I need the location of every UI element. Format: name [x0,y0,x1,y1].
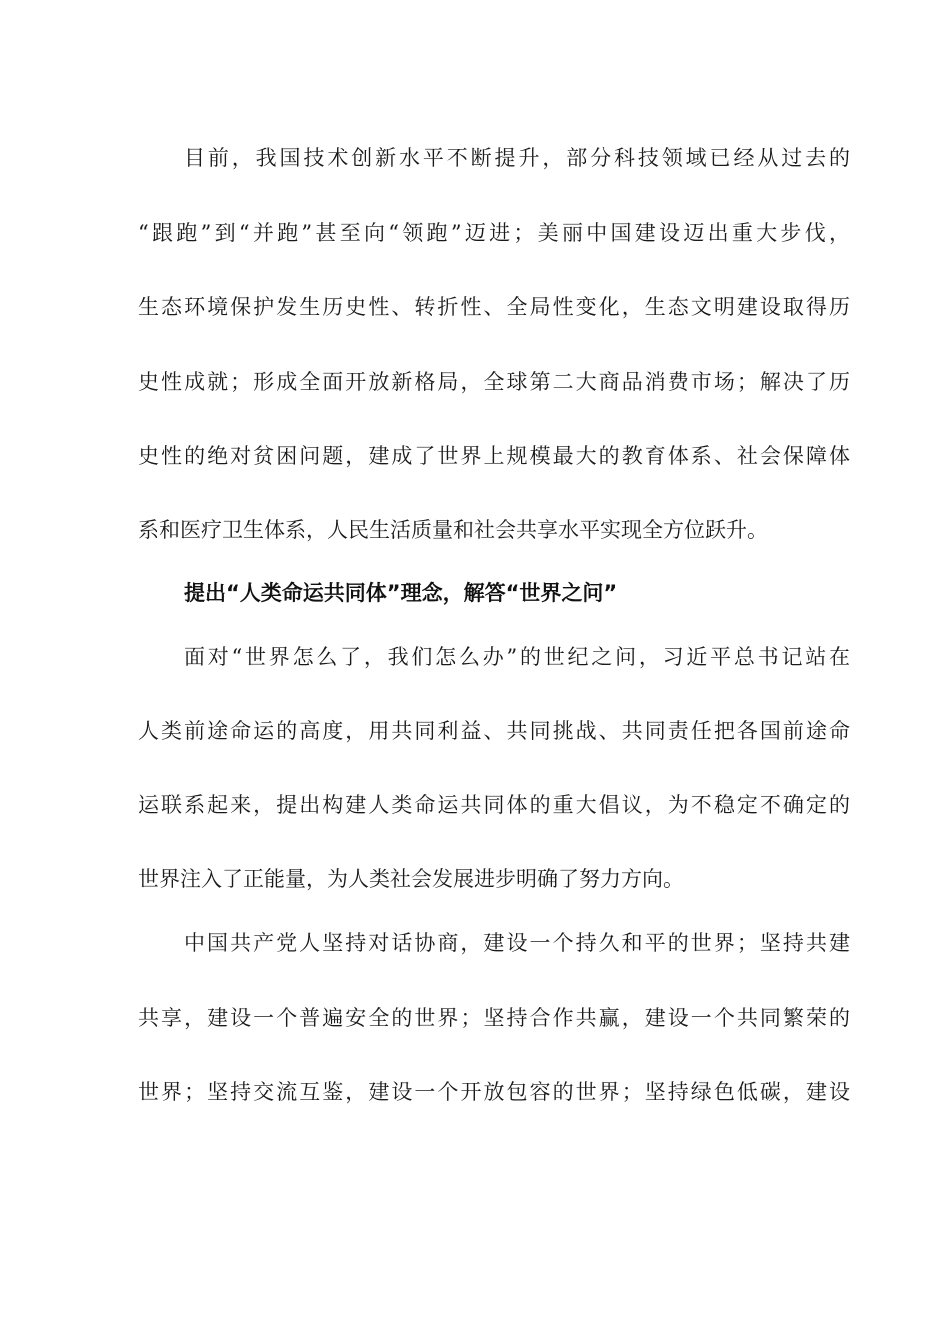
paragraph-1-line-3: 生态环境保护发生历史性、转折性、全局性变化，生态文明建设取得历 [138,295,850,319]
paragraph-2-line-3: 运联系起来，提出构建人类命运共同体的重大倡议，为不稳定不确定的 [138,793,850,817]
paragraph-2-line-4: 世界注入了正能量，为人类社会发展进步明确了努力方向。 [138,867,684,891]
paragraph-2-line-2: 人类前途命运的高度，用共同利益、共同挑战、共同责任把各国前途命 [138,719,850,743]
paragraph-1-line-1: 目前，我国技术创新水平不断提升，部分科技领域已经从过去的 [184,146,850,170]
paragraph-3-line-3: 世界；坚持交流互鉴，建设一个开放包容的世界；坚持绿色低碳，建设 [138,1080,850,1104]
paragraph-3-line-2: 共享，建设一个普遍安全的世界；坚持合作共赢，建设一个共同繁荣的 [138,1006,850,1030]
paragraph-1-line-4: 史性成就；形成全面开放新格局，全球第二大商品消费市场；解决了历 [138,370,850,394]
section-heading: 提出“人类命运共同体”理念，解答“世界之问” [184,581,618,605]
paragraph-3-line-1: 中国共产党人坚持对话协商，建设一个持久和平的世界；坚持共建 [184,931,850,955]
paragraph-1-line-6: 系和医疗卫生体系，人民生活质量和社会共享水平实现全方位跃升。 [138,518,768,542]
paragraph-1-line-2: “跟跑”到“并跑”甚至向“领跑”迈进；美丽中国建设迈出重大步伐， [138,221,850,245]
paragraph-2-line-1: 面对“世界怎么了，我们怎么办”的世纪之问，习近平总书记站在 [184,645,850,669]
paragraph-1-line-5: 史性的绝对贫困问题，建成了世界上规模最大的教育体系、社会保障体 [138,444,850,468]
